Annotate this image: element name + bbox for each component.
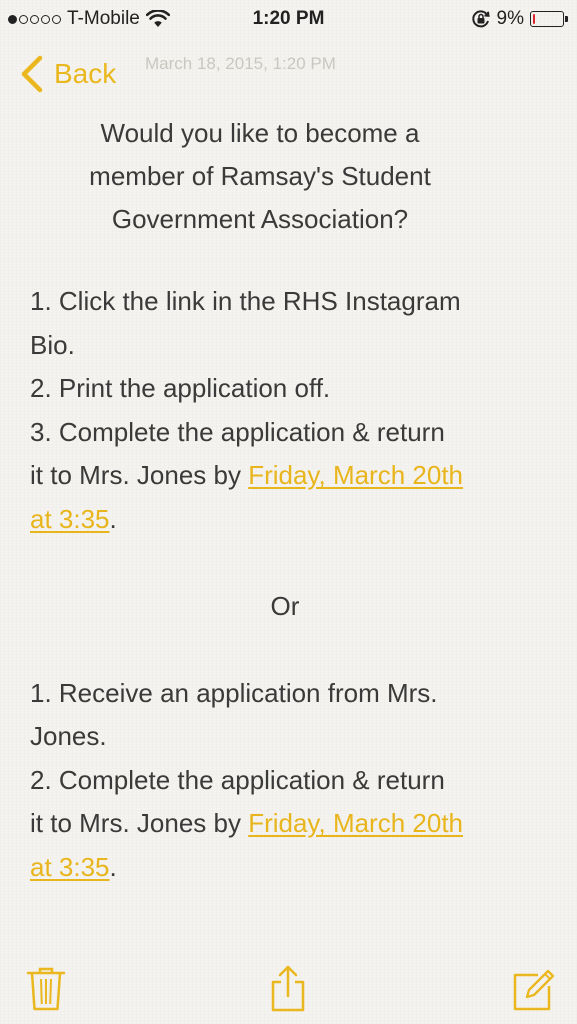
status-bar bbox=[0, 0, 577, 38]
carrier-name: T-Mobile bbox=[67, 8, 140, 29]
date-line bbox=[30, 846, 560, 890]
step-text: Bio. bbox=[30, 329, 75, 360]
step-text: it to Mrs. Jones by bbox=[30, 460, 249, 490]
step-text-with-date bbox=[30, 454, 560, 498]
step-text: 3. Complete the application & return bbox=[30, 416, 445, 447]
period: . bbox=[109, 851, 117, 882]
title-line: member of Ramsay's Student bbox=[89, 161, 431, 191]
share-icon bbox=[264, 964, 312, 1014]
date-link[interactable]: at 3:35 bbox=[30, 503, 110, 534]
battery-percent: 9% bbox=[496, 8, 524, 29]
note-body[interactable] bbox=[30, 280, 560, 889]
back-button[interactable] bbox=[18, 54, 116, 94]
blank-line bbox=[30, 541, 560, 585]
date-link[interactable]: Friday, March 20th bbox=[248, 808, 464, 838]
trash-icon bbox=[22, 964, 70, 1014]
title-line: Government Association? bbox=[111, 204, 409, 234]
blank-line bbox=[30, 628, 560, 672]
status-right bbox=[471, 8, 567, 30]
rotation-lock-icon bbox=[471, 9, 491, 29]
step-text: 1. Click the link in the RHS Instagram bbox=[30, 286, 461, 316]
step-text: it to Mrs. Jones by bbox=[30, 808, 249, 838]
delete-button[interactable] bbox=[22, 964, 70, 1014]
navigation-bar bbox=[0, 50, 577, 100]
period: . bbox=[109, 503, 117, 534]
share-button[interactable] bbox=[264, 964, 312, 1014]
battery-level bbox=[533, 14, 535, 24]
or-separator: Or bbox=[270, 590, 300, 621]
battery-icon bbox=[530, 11, 564, 27]
step-text-with-date bbox=[30, 802, 560, 846]
date-link[interactable]: at 3:35 bbox=[30, 851, 110, 882]
date-link[interactable]: Friday, March 20th bbox=[248, 460, 464, 490]
compose-button[interactable] bbox=[508, 964, 556, 1014]
note-title[interactable] bbox=[0, 112, 520, 241]
step-text: 2. Complete the application & return bbox=[30, 764, 445, 795]
back-label: Back bbox=[54, 58, 117, 89]
compose-icon bbox=[508, 964, 556, 1014]
date-line bbox=[30, 498, 560, 542]
title-line: Would you like to become a bbox=[100, 118, 420, 148]
step-text: Jones. bbox=[30, 721, 107, 751]
chevron-left-icon bbox=[18, 54, 46, 94]
note-timestamp: March 18, 2015, 1:20 PM bbox=[145, 54, 336, 73]
status-time: 1:20 PM bbox=[252, 8, 325, 29]
bottom-toolbar bbox=[0, 954, 577, 1024]
step-text: 2. Print the application off. bbox=[30, 373, 331, 403]
step-text: 1. Receive an application from Mrs. bbox=[30, 677, 438, 708]
